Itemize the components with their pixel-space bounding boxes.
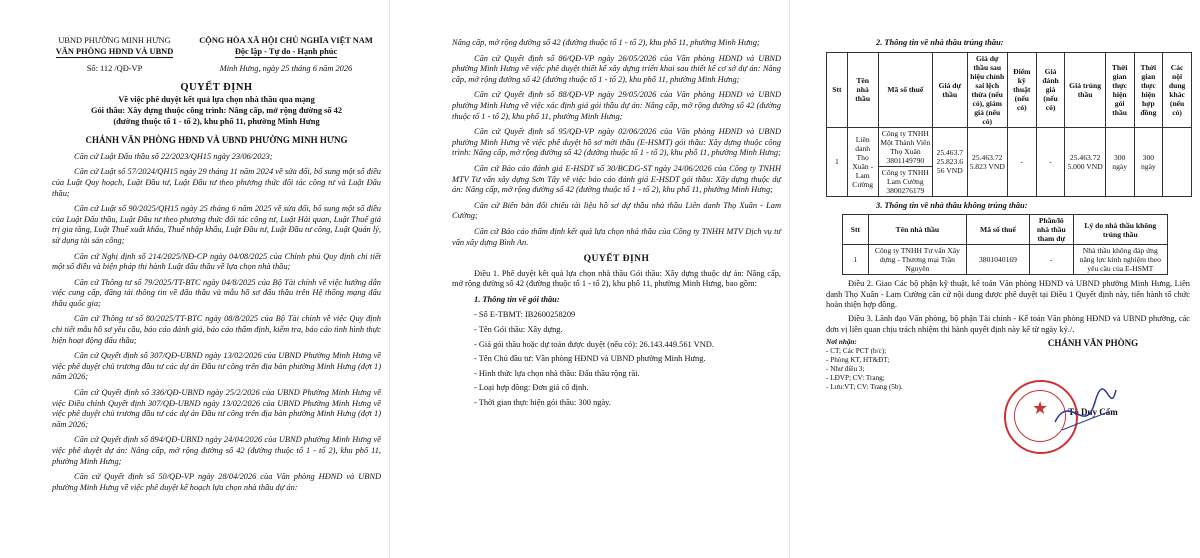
table-cell: 1 (843, 245, 869, 275)
legal-basis-paragraph: Căn cứ Luật số 90/2025/QH15 ngày 25 tháng 6 năm 2025 về sửa đổi, bổ sung một số điều của Luật Đấu thầu, Luật Đầu tư theo phương thức đối tác công tư, Luật Hải quan, Luật Thuế giá trị gia tăng, Luật Thuế xuất khẩu, Thuế nhập khẩu, Luật Đầu tư, Luật Đầu tư công, Luật Quản lý, sử dụng tài sản công; (52, 204, 381, 245)
decision-subtitle (52, 95, 381, 127)
subtitle-line: Về việc phê duyệt kết quả lựa chọn nhà thầu qua mạng (118, 95, 315, 105)
table-header: Lý do nhà thầu không trúng thầu (1073, 215, 1167, 245)
table-header-row (843, 215, 1168, 245)
losing-contractor-table (842, 214, 1168, 275)
member-company-tax: 3801149790 (886, 155, 925, 165)
official-seal-icon: ★ (1004, 380, 1078, 454)
decision-title: QUYẾT ĐỊNH (180, 81, 253, 93)
article-3: Điều 3. Lãnh đạo Văn phòng, bộ phận Tài chính - Kế toán Văn phòng HĐND và UBND phường, các đơn vị liên quan chịu trách nhiệm thi hành quyết định này kể từ ngày ký./. (826, 313, 1190, 334)
table-cell: Công ty TNHH Tư vấn Xây dựng - Thương mại Trần Nguyên (868, 245, 966, 275)
package-info-item: - Loại hợp đồng: Đơn giá cố định. (474, 383, 589, 393)
legal-basis-paragraph: Căn cứ Quyết định số 50/QĐ-VP ngày 28/04/2026 của Văn phòng HĐND và UBND phường Minh Hưng về việc phê duyệt kế hoạch lựa chọn nhà thầu dự án: (52, 472, 381, 492)
recipient-item: - LĐVP; CV: Trang; (826, 374, 885, 383)
legal-basis-paragraph: Căn cứ Thông tư số 80/2025/TT-BTC ngày 08/8/2025 của Bộ Tài chính về việc Quy định chi tiết mẫu hồ sơ yêu cầu, báo cáo đánh giá, báo cáo thẩm định, kiểm tra, báo cáo tình hình thực hiện hoạt động đấu thầu; (52, 314, 381, 345)
package-info-item: - Giá gói thầu hoặc dự toán được duyệt (nếu có): 26.143.449.561 VND. (474, 339, 714, 349)
package-info-item: - Số E-TBMT: IB2600258209 (474, 310, 576, 320)
legal-basis-paragraph: Căn cứ Luật số 57/2024/QH15 ngày 29 tháng 11 năm 2024 về sửa đổi, bổ sung một số điều của Luật Quy hoạch, Luật Đầu tư, Luật Đầu tư theo phương thức đối tác công tư và Luật Đấu thầu; (52, 167, 381, 198)
recipient-item: - Như điều 3; (826, 365, 865, 374)
table-header: Giá dự thầu sau hiệu chỉnh sai lệch thừa (nếu có), giảm giá (nếu có) (967, 52, 1007, 127)
winning-contractor-table (826, 52, 1192, 197)
table-header: Phần/lô nhà thầu tham dự (1029, 215, 1073, 245)
doc-number: Số: 112 /QĐ-VP (86, 64, 143, 74)
recipient-item: - Lưu:VT; CV: Trang (5b). (826, 383, 903, 392)
table-header: Mã số thuế (878, 52, 933, 127)
table-cell-bid: 25.463.725.823.656 VND (933, 127, 967, 196)
package-info-item: - Hình thức lựa chọn nhà thầu: Đấu thầu rộng rãi. (474, 368, 640, 378)
table-cell-other (1163, 127, 1192, 196)
legal-basis-paragraph: Căn cứ Quyết định số 95/QĐ-VP ngày 02/06/2026 của Văn phòng HĐND và UBND phường Minh Hưng về việc phê duyệt hồ sơ mời thầu (E-HSMT) gói thầu: Xây dựng thuộc công trình: Nâng cấp, mở rộng đường số 42 (đường thuộc tổ 1 - tổ 2), khu phố 11, phường Minh Hưng; (452, 127, 781, 158)
legal-basis-paragraph: Căn cứ Quyết định số 88/QĐ-VP ngày 29/05/2026 của Văn phòng HĐND và UBND phường Minh Hưng về việc xác định giá gói thầu dự án: Nâng cấp, mở rộng đường số 42 (đường thuộc tổ 1 - tổ 2), khu phố 11, phường Minh Hưng; (452, 90, 781, 121)
legal-basis-paragraph: Căn cứ Nghị định số 214/2025/NĐ-CP ngày 04/08/2025 của Chính phủ Quy định chi tiết một số điều và biện pháp thi hành Luật đấu thầu về lựa chọn nhà thầu; (52, 251, 381, 272)
legal-basis-list (452, 38, 781, 248)
legal-basis-paragraph: Căn cứ Quyết định số 894/QĐ-UBND ngày 24/04/2026 của UBND phường Minh Hưng về việc phê duyệt dự án: Nâng cấp, mở rộng đường số 42 (đường thuộc tổ 1 - tổ 2), khu phố 11, phường Minh Hưng; (52, 435, 381, 466)
table-cell: Nhà thầu không đáp ứng năng lực kinh nghiệm theo yêu cầu của E-HSMT (1073, 245, 1167, 275)
table-cell-adjusted: 25.463.725.823 VND (967, 127, 1007, 196)
signer-title: CHÁNH VĂN PHÒNG (1047, 338, 1139, 349)
table-cell: 3801040169 (966, 245, 1029, 275)
table-cell: - (1029, 245, 1073, 275)
legal-basis-paragraph: Căn cứ Quyết định số 336/QĐ-UBND ngày 25/2/2026 của UBND Phường Minh Hưng về việc Điều chỉnh Quyết định 307/QĐ-UBND ngày 13/02/2026 của UBND Phường Minh Hưng về việc phê duyệt chủ trương đầu tư các dự án Đầu tư công trên địa bàn phường Minh Hưng (đợt 1) năm 2026; (52, 388, 381, 429)
member-company-name: Công ty TNHH Một Thành Viên Thọ Xuân (880, 128, 931, 156)
table-header: Tên nhà thầu (868, 215, 966, 245)
table-cell-tech: - (1007, 127, 1036, 196)
package-info-item: - Tên Chủ đầu tư: Văn phòng HĐND và UBND phường Minh Hưng. (474, 354, 706, 364)
legal-basis-paragraph: Căn cứ Báo cáo đánh giá E-HSDT số 30/BCĐG-ST ngày 24/06/2026 của Công ty TNHH MTV Tư vấn xây dựng Sơn Tây về việc báo cáo đánh giá E-HSDT gói thầu: Xây dựng thuộc dự án: Nâng cấp, mở rộng đường số 42 (đường thuộc tổ 1 - tổ 2), khu phố 11, phường Minh Hưng; (452, 163, 781, 195)
table-header: Stt (827, 52, 848, 127)
subtitle-line: (đường thuộc tổ 1 - tổ 2), khu phố 11, phường Minh Hưng (113, 116, 320, 126)
issuer-line-1: UBND PHƯỜNG MINH HƯNG (58, 36, 171, 45)
legal-basis-paragraph: Căn cứ Luật Đấu thầu số 22/2023/QH15 ngày 23/06/2023; (74, 151, 273, 161)
legal-basis-list (52, 152, 381, 494)
article-2: Điều 2. Giao Các bộ phận kỹ thuật, kế toán Văn phòng HĐND và UBND phường Minh Hưng, Liên danh Thọ Xuân - Lam Cường căn cứ nội dung được phê duyệt tại Điều 1 Quyết định này, tiến hành tổ chức hoàn thiện hợp đồng. (826, 279, 1190, 310)
recipient-item: - Phòng KT, HT&ĐT; (826, 356, 890, 365)
article-1: Điều 1. Phê duyệt kết quả lựa chọn nhà thầu Gói thầu: Xây dựng thuộc dự án: Nâng cấp, mở rộng đường số 42 (đường thuộc tổ 1 - tổ 2), khu phố 11, phường Minh Hưng, bao gồm: (452, 268, 781, 289)
table-header: Stt (843, 215, 869, 245)
recipients-title: Nơi nhận: (826, 338, 857, 347)
table-cell-award: 25.463.725.000 VND (1065, 127, 1105, 196)
table-cell-time-contract: 300 ngày (1134, 127, 1163, 196)
table-cell-stt: 1 (827, 127, 848, 196)
decision-section-title: QUYẾT ĐỊNH (583, 254, 650, 265)
table-header: Mã số thuế (966, 215, 1029, 245)
member-company-tax: 3800276179 (886, 185, 925, 195)
table-header: Giá đánh giá (nếu có) (1036, 52, 1065, 127)
document-page-2 (392, 0, 790, 558)
document-header (52, 36, 381, 75)
authority-heading: CHÁNH VĂN PHÒNG HĐND VÀ UBND PHƯỜNG MINH HƯNG (85, 135, 348, 146)
table-header: Giá trúng thầu (1065, 52, 1105, 127)
legal-basis-paragraph: Nâng cấp, mở rộng đường số 42 (đường thuộc tổ 1 - tổ 2), khu phố 11, phường Minh Hưng; (452, 38, 760, 47)
table-cell-eval: - (1036, 127, 1065, 196)
package-info-item: - Thời gian thực hiện gói thầu: 300 ngày. (474, 398, 611, 408)
table-header: Thời gian thực hiện hợp đồng (1134, 52, 1163, 127)
legal-basis-paragraph: Căn cứ Quyết định số 86/QĐ-VP ngày 26/05/2026 của Văn phòng HĐND và UBND phường Minh Hưng về việc phê duyệt thiết kế xây dựng triển khai sau thiết kế cơ sở dự án: Nâng cấp, mở rộng đường số 42 (đường thuộc tổ 1 - tổ 2), khu phố 11, phường Minh Hưng; (452, 53, 781, 84)
legal-basis-paragraph: Căn cứ Biên bản đối chiếu tài liệu hồ sơ dự thầu nhà thầu Liên danh Thọ Xuân - Lam Cường; (452, 200, 781, 221)
table-row (827, 127, 1192, 196)
date-line: Minh Hưng, ngày 25 tháng 6 năm 2026 (219, 64, 353, 74)
section-1-heading: 1. Thông tin về gói thầu: (474, 294, 560, 304)
national-title: CỘNG HÒA XÃ HỘI CHỦ NGHĨA VIỆT NAM (199, 36, 373, 45)
member-company-name: Công ty TNHH Lam Cường (881, 167, 929, 186)
issuer-line-2: VĂN PHÒNG HĐND VÀ UBND (56, 47, 174, 59)
legal-basis-paragraph: Căn cứ Thông tư số 79/2025/TT-BTC ngày 04/8/2025 của Bộ Tài chính về việc hướng dẫn việc cung cấp, đăng tải thông tin về đấu thầu và mẫu hồ sơ đấu thầu trên Hệ thống mạng đấu thầu quốc gia; (52, 277, 381, 308)
signature-icon (1050, 382, 1120, 442)
recipient-item: - CT; Các PCT (b/c); (826, 347, 887, 356)
table-header: Thời gian thực hiện gói thầu (1105, 52, 1134, 127)
section-2-heading: 2. Thông tin về nhà thầu trúng thầu: (876, 38, 1004, 47)
table-cell-time-package: 300 ngày (1105, 127, 1134, 196)
section-3-heading: 3. Thông tin về nhà thầu không trúng thầu: (876, 200, 1028, 210)
signer-name: Tô Duy Cẩm (1068, 406, 1118, 417)
table-cell-name: Liên danh Thọ Xuân - Lam Cường (847, 127, 878, 196)
document-page-1 (0, 0, 390, 558)
table-header: Điểm kỹ thuật (nếu có) (1007, 52, 1036, 127)
table-header: Các nội dung khác (nếu có) (1163, 52, 1192, 127)
package-info-item: - Tên Gói thầu: Xây dựng. (474, 325, 563, 335)
table-row (843, 245, 1168, 275)
table-header-row (827, 52, 1192, 127)
legal-basis-paragraph: Căn cứ Quyết định số 307/QĐ-UBND ngày 13/02/2026 của UBND Phường Minh Hưng về việc phê duyệt chủ trương đầu tư các dự án Đầu tư công trên địa bàn phường Minh Hưng (đợt 1) năm 2026; (52, 351, 381, 382)
table-header: Tên nhà thầu (847, 52, 878, 127)
table-cell-tax-code (878, 127, 933, 196)
national-motto: Độc lập - Tự do - Hạnh phúc (235, 47, 337, 59)
package-info-list (452, 310, 781, 408)
document-page-3 (792, 0, 1200, 558)
subtitle-line: Gói thầu: Xây dựng thuộc công trình: Nâng cấp, mở rộng đường số 42 (90, 105, 343, 115)
recipients-block (826, 338, 903, 417)
table-header: Giá dự thầu (933, 52, 967, 127)
legal-basis-paragraph: Căn cứ Báo cáo thẩm định kết quả lựa chọn nhà thầu của Công ty TNHH MTV Dịch vụ tư vấn xây dựng Bình An. (452, 226, 781, 247)
